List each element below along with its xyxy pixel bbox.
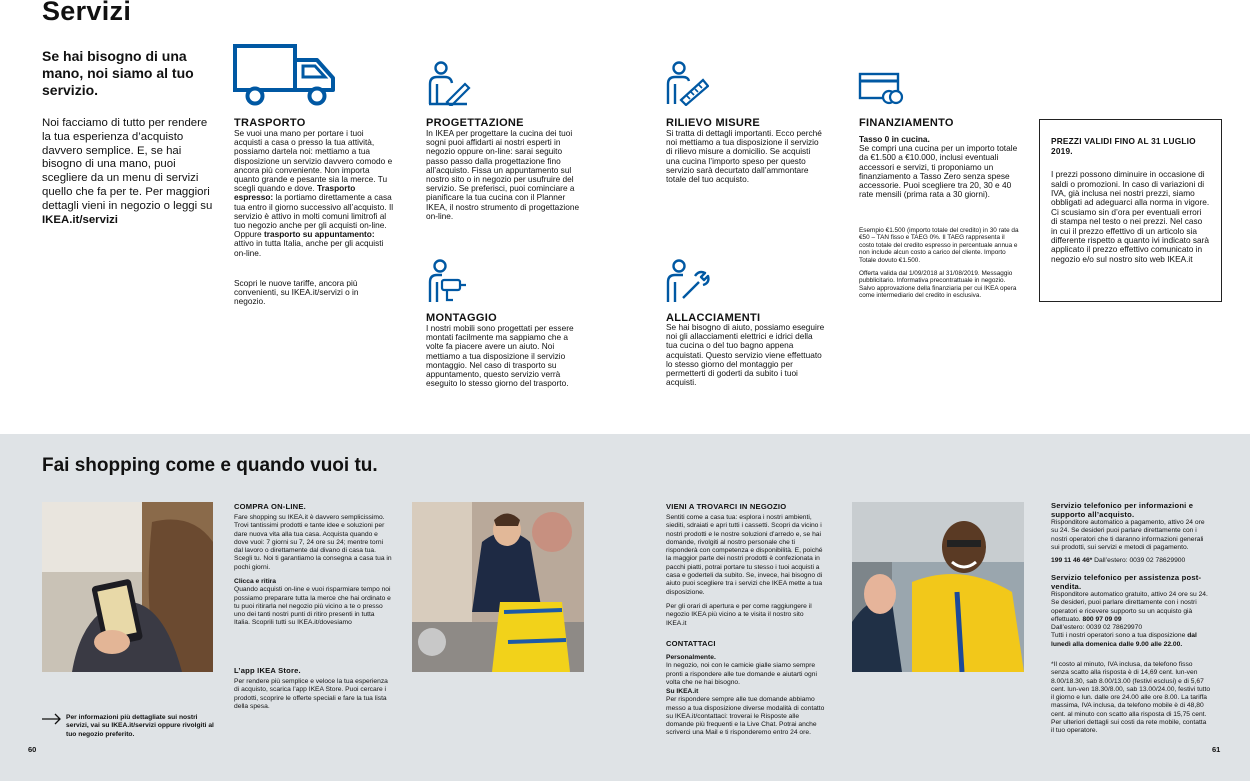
progettazione-heading: PROGETTAZIONE [426, 117, 524, 129]
phone2-text: Risponditore automatico gratuito, attivo 24 ore su 24. Se desideri, puoi parlare direttamente con i nostri operatori e ricevere supporto su un acquisto già effettuato. [1051, 591, 1208, 623]
clicca-block [234, 578, 392, 628]
page-number-left: 60 [28, 745, 37, 754]
clicca-text: Quando acquisti on-line e vuoi risparmiare tempo noi possiamo preparare tutta la merce che hai ordinato e tu puoi ritirarla nel negozio più vicino a te o presso uno dei tanti nostri punti di ritiro presenti in tutta Italia. Scoprili tutti su IKEA.it/dovesiamo [234, 586, 391, 627]
credit-card-icon [858, 72, 906, 106]
clicca-heading: Clicca e ritira [234, 578, 277, 585]
montaggio-heading: MONTAGGIO [426, 312, 497, 324]
intro-text [42, 117, 217, 227]
trasporto-heading: TRASPORTO [234, 117, 306, 129]
designer-pen-icon [427, 60, 471, 106]
trasporto-appuntamento-label: trasporto su appuntamento: [263, 229, 375, 240]
intro-link[interactable]: IKEA.it/servizi [42, 213, 118, 226]
suikea-block [666, 688, 826, 738]
trasporto-p2: la portiamo direttamente a casa tua entro il giorno successivo all’acquisto. Il servizio è attivo in molti comuni limitrofi al tuo negozio anche per gli acquisti on-line. Oppure [234, 192, 394, 240]
phone2-hours: Tutti i nostri operatori sono a tua disposizione [1051, 632, 1188, 640]
phone1-number[interactable]: 199 11 46 46* [1051, 557, 1093, 564]
phone-cost-footnote: *Il costo al minuto, IVA inclusa, da telefono fisso senza scatto alla risposta è di 14,69 cent. lun-ven 8.00/18.30, sab 8.00/13.00 (festivi esclusi) e di 5,67 cent. lun-ven 18.30/8.00, sab 13.00/24.00, festivi tutto il giorno e lun. dalle ore 24.00 alle ore 8.00. La tariffa massima, IVA inclusa, da telefono mobile è di 48,80 cent. al minuto con scatto alla risposta di 15,75 cent. Per ulteriori dettagli sui costi da rete mobile, contatta il tuo operatore. [1051, 661, 1211, 735]
trasporto-text [234, 129, 394, 258]
personal-heading: Personalmente. [666, 654, 716, 661]
phone2-number[interactable]: 800 97 09 09 [1082, 615, 1122, 623]
app-heading: L’app IKEA Store. [234, 666, 301, 675]
visit-text: Sentiti come a casa tua: esplora i nostri ambienti, siediti, sdraiati e apri tutti i cassetti. Scopri da vicino i nostri prodotti e le nostre soluzioni d’arredo e, se hai domande, rivolgiti al nostro personale che ti risponderà con competenza e disponibilità. E, poiché la maggior parte dei nostri prodotti è confezionata in pacchi piatti, potrai portare tu stesso i tuoi acquisti a casa e goderteli da subito. Se, invece, hai bisogno di aiuto puoi scegliere tra i servizi che IKEA mette a tua disposizione. [666, 514, 823, 596]
photo-ikea-staff [852, 502, 1024, 672]
phone2-block [1051, 591, 1211, 649]
app-text: Per rendere più semplice e veloce la tua esperienza di acquisto, scarica l’app IKEA Store. Puoi cercare i prodotti, scoprire le offerte speciali e fare la tua lista della spesa. [234, 678, 388, 710]
contacts-heading: CONTATTACI [666, 639, 716, 648]
visit-text-2: Per gli orari di apertura e per come raggiungere il negozio IKEA più vicino a te visita il nostro sito IKEA.it [666, 603, 812, 627]
drill-assembly-icon [427, 258, 467, 304]
arrow-right-icon [42, 713, 62, 725]
measuring-ruler-icon [665, 60, 709, 106]
trasporto-note: Scopri le nuove tariffe, ancora più convenienti, su IKEA.it/servizi o in negozio. [234, 278, 359, 307]
price-validity-text: I prezzi possono diminuire in occasione di saldi o promozioni. In caso di variazioni di IVA, già inclusa nei nostri prezzi, siamo obbligati ad adeguarci alla norma in vigore. Ci scusiamo sin d’ora per eventuali errori di stampa nel testo o nei prezzi. Nel caso in cui il prezzo effettivo di un articolo sia differente rispetto a quanto ivi indicato sarà applicato il prezzo effettivo comunicato in negozio e/o sul nostro sito web IKEA.it [1051, 169, 1210, 264]
phone2-heading: Servizio telefonico per assistenza post-vendita. [1051, 573, 1202, 591]
trasporto-p1: Se vuoi una mano per portare i tuoi acquisti a casa o presso la tua attività, possiamo dartela noi: mettiamo a tua disposizione un servizio davvero comodo e ancora più conveniente. Non importa quanto grande e pesante sia la merce. Tu scegli quando e dove. [234, 128, 393, 194]
rilievo-heading: RILIEVO MISURE [666, 117, 761, 129]
visit-heading: VIENI A TROVARCI IN NEGOZIO [666, 502, 787, 511]
trasporto-p2-end: attivo in tutta Italia, anche per gli acquisti on-line. [234, 238, 384, 258]
more-info-link[interactable]: Per informazioni più dettagliate sui nostri servizi, vai su IKEA.it/servizi oppure rivolgiti al tuo negozio preferito. [66, 714, 214, 738]
online-heading: COMPRA ON-LINE. [234, 502, 306, 511]
finanziamento-text [859, 135, 1021, 199]
phone1-abroad: Dall’estero: 0039 02 78629900 [1092, 557, 1186, 564]
progettazione-text: In IKEA per progettare la cucina dei tuoi sogni puoi affidarti ai nostri esperti in negozio oppure on-line: sarai seguito passo passo dalla progettazione fino all’acquisto. Fissa un appuntamento sul nostro sito o in negozio per usufruire del servizio. Se preferisci, puoi cominciare a pianificare la tua cucina con il Planner IKEA, il nostro strumento di progettazione on-line. [426, 128, 580, 221]
personal-block [666, 654, 826, 687]
page-number-right: 61 [1212, 745, 1221, 754]
photo-phone-shopping [42, 502, 213, 672]
truck-icon [233, 44, 337, 106]
finanziamento-body: Se compri una cucina per un importo totale da €1.500 a €10.000, inclusi eventuali accessori e servizi, ti proponiamo un finanziamento a Tasso Zero senza spese accessorie. Puoi scegliere tra 20, 30 e 40 rate mensili (prima rata a 30 giorni). [859, 143, 1018, 200]
personal-text: In negozio, noi con le camicie gialle siamo sempre pronti a rispondere alle tue domande e aiutarti ogni volta che ne hai bisogno. [666, 662, 817, 686]
montaggio-text: I nostri mobili sono progettati per essere montati facilmente ma sappiamo che a volte fa piacere avere un aiuto. Noi mettiamo a tua disposizione il servizio montaggio. Nel caso di trasporto su appuntamento, questo servizio verrà eseguito lo stesso giorno del trasporto. [426, 323, 574, 389]
suikea-text: Per rispondere sempre alle tue domande abbiamo messo a tua disposizione diverse modalità di contatto su IKEA.it/contattaci: troverai le Risposte alle domande più frequenti e la Live Chat. Potrai anche scriverci una Mail e ti risponderemo entro 24 ore. [666, 696, 825, 737]
suikea-heading: Su IKEA.it [666, 688, 699, 695]
phone1-heading: Servizio telefonico per informazioni e supporto all’acquisto. [1051, 501, 1194, 519]
finanziamento-example: Esempio €1.500 (importo totale del credito) in 30 rate da €50 – TAN fisso e TAEG 0%. Il TAEG rappresenta il costo totale del credito espresso in percentuale annua e non include alcun costo a carico del cliente. Importo Totale dovuto €1.500. [859, 227, 1019, 264]
phone2-abroad: Dall’estero: 0039 02 78629970 [1051, 624, 1143, 632]
wrench-icon [665, 258, 711, 304]
photo-shopping-bag [412, 502, 584, 672]
lead-heading: Se hai bisogno di una mano, noi siamo al tuo servizio. [42, 48, 194, 98]
finanziamento-heading: FINANZIAMENTO [859, 117, 954, 129]
shopping-title: Fai shopping come e quando vuoi tu. [42, 455, 378, 476]
trasporto-espresso-label: Trasporto espresso: [234, 183, 356, 203]
allacciamenti-text: Se hai bisogno di aiuto, possiamo eseguire noi gli allacciamenti elettrici e idrici della tua cucina o del tuo bagno appena acquistati. Questo servizio viene effettuato lo stesso giorno del montaggio per permetterti di goderti da subito i tuoi acquisti. [666, 322, 825, 388]
rilievo-text: Si tratta di dettagli importanti. Ecco perché noi mettiamo a tua disposizione il servizio di rilievo misure a domicilio. Se acquisti una cucina l’importo speso per questo servizio sarà decurtato dall’ammontare totale del tuo acquisto. [666, 128, 822, 185]
online-text: Fare shopping su IKEA.it è davvero semplicissimo. Trovi tantissimi prodotti e tante idee e soluzioni per dare nuova vita alla tua casa. Acquista quando e dove vuoi: 7 giorni su 7, 24 ore su 24; mentre torni dal lavoro o direttamente dal divano di casa tua. Scegli tu. Noi ti garantiamo la consegna a casa tua in pochi giorni. [234, 514, 392, 571]
phone2-hours-bold: dal lunedì alla domenica dalle 9.00 alle 22.00. [1051, 632, 1197, 648]
page-title: Servizi [42, 0, 132, 26]
price-validity-box [1039, 119, 1222, 302]
intro-body: Noi facciamo di tutto per rendere la tua esperienza d’acquisto davvero semplice. E, se hai bisogno di una mano, puoi scegliere da un menu di servizi quello che fa per te. Per maggiori dettagli vieni in negozio o leggi su [42, 117, 213, 212]
price-validity-heading: PREZZI VALIDI FINO AL 31 LUGLIO 2019. [1051, 136, 1196, 156]
finanziamento-tasso-zero: Tasso 0 in cucina. [859, 134, 930, 144]
allacciamenti-heading: ALLACCIAMENTI [666, 312, 761, 324]
phone1-numbers [1051, 557, 1221, 565]
finanziamento-offer: Offerta valida dal 1/09/2018 al 31/08/2019. Messaggio pubblicitario. Informativa precontrattuale in negozio. Salvo approvazione della finanziaria per cui IKEA opera come intermediario del credito in esclusiva. [859, 270, 1017, 300]
phone1-text: Risponditore automatico a pagamento, attivo 24 ore su 24. Se desideri puoi parlare direttamente con i nostri operatori che ti daranno informazioni generali sui prodotti, sui servizi e metodi di pagamento. [1051, 519, 1205, 551]
